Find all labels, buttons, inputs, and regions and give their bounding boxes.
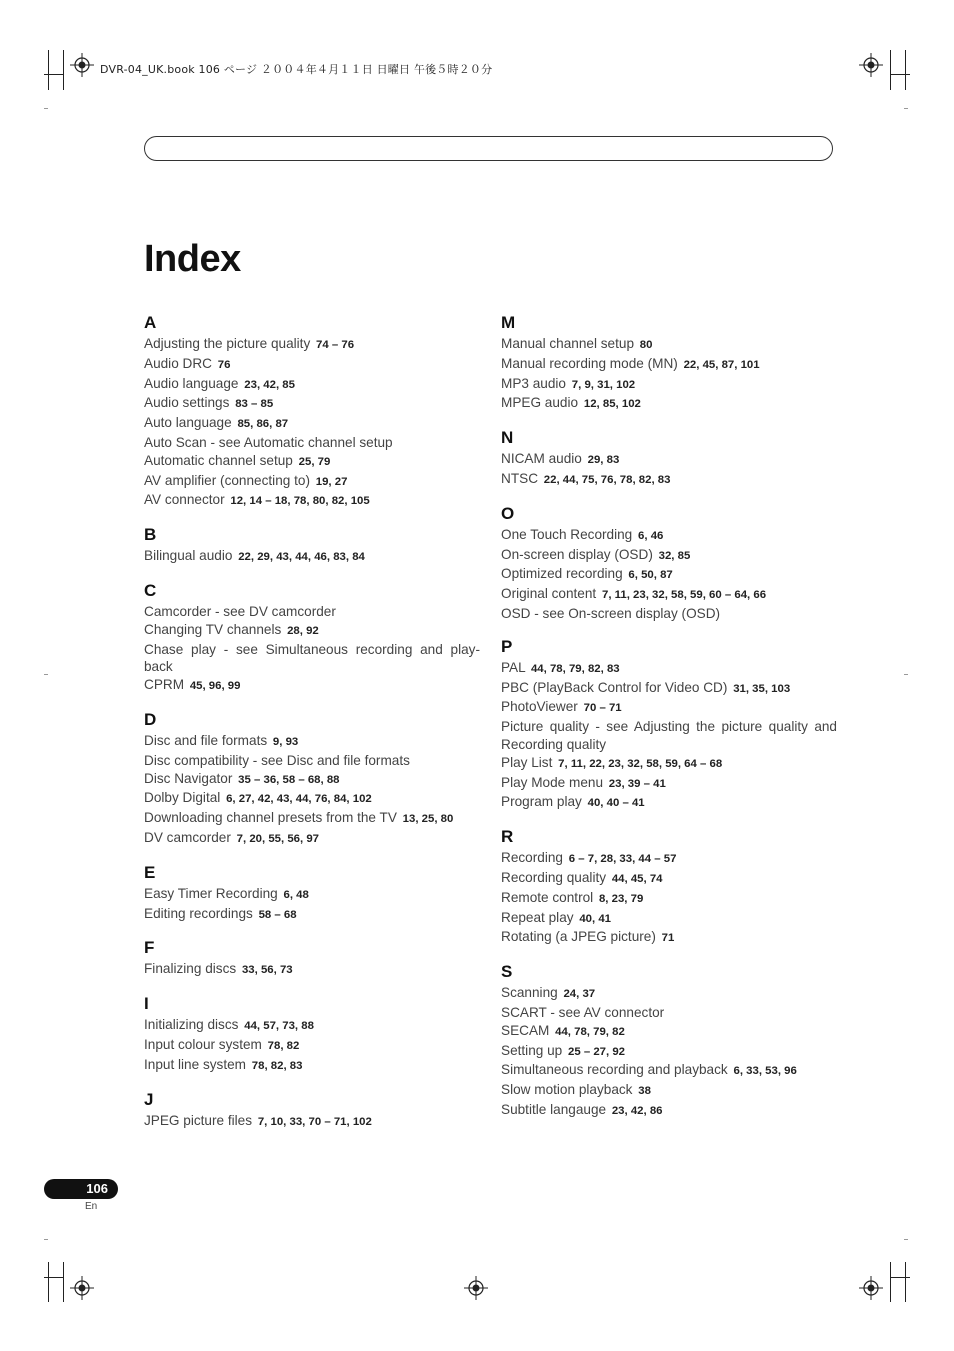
entry-pages: 6, 27, 42, 43, 44, 76, 84, 102 <box>226 793 372 806</box>
index-entry <box>144 491 480 511</box>
entry-term: Initializing discs <box>144 1017 239 1033</box>
entry-pages: 80 <box>639 339 653 351</box>
entry-term: On-screen display (OSD) <box>501 546 653 562</box>
entry-pages: 31, 35, 103 <box>733 682 791 695</box>
entry-pages: 22, 29, 43, 44, 46, 83, 84 <box>238 551 365 564</box>
index-entry <box>501 526 837 546</box>
entry-term: Program play <box>501 794 582 810</box>
index-column-right <box>501 313 837 1135</box>
entry-pages: 12, 85, 102 <box>583 398 641 411</box>
entry-pages: 78, 82, 83 <box>251 1059 303 1072</box>
index-entry <box>501 394 837 414</box>
section-letter: N <box>501 428 514 448</box>
index-entry <box>144 641 480 677</box>
entry-pages: 7, 11, 23, 32, 58, 59, 60 – 64, 66 <box>602 589 767 602</box>
entry-term: Recording <box>501 850 563 866</box>
index-section <box>144 938 480 980</box>
entry-pages: 40, 40 – 41 <box>587 797 645 810</box>
entry-term: Slow motion playback <box>501 1082 633 1098</box>
entry-term: Disc and file formats <box>144 732 268 748</box>
page-title: Index <box>144 238 241 280</box>
entry-pages: 44, 45, 74 <box>611 872 663 885</box>
index-section <box>144 994 480 1075</box>
section-letter: O <box>501 503 515 523</box>
entry-pages: 6 – 7, 28, 33, 44 – 57 <box>568 853 677 866</box>
index-entry <box>144 1016 480 1036</box>
index-entry <box>501 679 837 699</box>
entry-pages: 71 <box>661 932 675 945</box>
entry-term: Subtitle langauge <box>501 1101 607 1117</box>
entry-term: Adjusting the picture quality <box>144 336 311 351</box>
index-section <box>501 962 837 1121</box>
entry-term: PAL <box>501 659 526 675</box>
index-section <box>501 313 837 414</box>
entry-pages: 76 <box>217 358 231 371</box>
entry-pages: 78, 82 <box>267 1039 300 1052</box>
index-entry <box>501 546 837 566</box>
entry-term: Manual channel setup <box>501 336 635 351</box>
entry-term: Audio settings <box>144 395 230 411</box>
entry-pages: 22, 45, 87, 101 <box>683 358 760 371</box>
index-entry <box>501 928 837 948</box>
index-entry <box>501 774 837 794</box>
index-entry <box>501 849 837 869</box>
index-section <box>501 827 837 948</box>
index-entry <box>144 375 480 395</box>
index-entry <box>501 1004 837 1022</box>
entry-pages: 19, 27 <box>315 475 348 488</box>
index-entry <box>501 470 837 490</box>
entry-term: Disc Navigator <box>144 770 233 786</box>
index-entry <box>501 1081 837 1101</box>
entry-term: Bilingual audio <box>144 548 233 564</box>
entry-term: NICAM audio <box>501 451 582 467</box>
entry-term: Rotating (a JPEG picture) <box>501 929 656 945</box>
index-entry <box>501 355 837 375</box>
entry-pages: 44, 78, 79, 82, 83 <box>530 662 620 675</box>
index-column-left <box>144 313 480 1145</box>
entry-term: JPEG picture files <box>144 1112 253 1128</box>
registration-mark-icon <box>859 53 883 77</box>
entry-term: Optimized recording <box>501 566 623 582</box>
entry-term: Manual recording mode (MN) <box>501 355 678 371</box>
registration-mark-icon <box>464 1276 488 1300</box>
entry-term: Scanning <box>501 985 558 1001</box>
header-bar <box>144 136 833 161</box>
page-number: 106 <box>44 1179 118 1199</box>
entry-term: PhotoViewer <box>501 699 578 715</box>
registration-mark-icon <box>70 53 94 77</box>
entry-pages: 22, 44, 75, 76, 78, 82, 83 <box>543 473 671 486</box>
entry-pages: 85, 86, 87 <box>237 418 289 431</box>
entry-pages: 24, 37 <box>563 988 596 1001</box>
entry-pages: 23, 42, 85 <box>244 378 295 391</box>
index-entry <box>144 355 480 375</box>
entry-term: Auto Scan - see Automatic channel setup <box>144 434 393 450</box>
index-section <box>144 1090 480 1132</box>
entry-term: Audio language <box>144 375 239 391</box>
index-entry <box>501 1101 837 1121</box>
index-entry <box>501 718 837 754</box>
index-entry <box>501 659 837 679</box>
entry-pages: 7, 20, 55, 56, 97 <box>236 832 319 845</box>
entry-pages: 29, 83 <box>587 454 620 467</box>
entry-pages: 74 – 76 <box>316 339 355 351</box>
file-header: DVR-04_UK.book 106 ページ ２００４年４月１１日 日曜日 午後５時２０分 <box>100 63 493 76</box>
index-entry <box>144 472 480 492</box>
entry-term: Play Mode menu <box>501 774 604 790</box>
entry-pages: 38 <box>638 1085 651 1098</box>
entry-term: Easy Timer Recording <box>144 885 278 901</box>
entry-term: Editing recordings <box>144 905 253 921</box>
entry-term: Original content <box>501 586 597 602</box>
index-entry <box>501 754 837 774</box>
entry-term: Repeat play <box>501 909 574 925</box>
entry-term: Dolby Digital <box>144 790 221 806</box>
entry-pages: 12, 14 – 18, 78, 80, 82, 105 <box>230 495 370 508</box>
index-entry <box>144 414 480 434</box>
index-entry <box>501 793 837 813</box>
index-entry <box>501 984 837 1004</box>
index-section <box>144 581 480 696</box>
index-entry <box>144 905 480 925</box>
entry-pages: 7, 11, 22, 23, 32, 58, 59, 64 – 68 <box>558 757 723 770</box>
entry-pages: 23, 42, 86 <box>611 1104 663 1117</box>
entry-pages: 44, 78, 79, 82 <box>555 1025 625 1038</box>
section-letter: M <box>501 313 516 332</box>
section-letter: B <box>144 525 157 545</box>
index-section <box>501 428 837 490</box>
index-entry <box>144 809 480 829</box>
section-letter: E <box>144 862 156 882</box>
language-label: En <box>85 1201 98 1212</box>
entry-term: Changing TV channels <box>144 621 282 637</box>
index-entry <box>501 1042 837 1062</box>
index-entry <box>501 698 837 718</box>
section-letter: S <box>501 962 513 982</box>
index-entry <box>144 676 480 696</box>
entry-term: SCART - see AV connector <box>501 1004 665 1020</box>
index-entry <box>144 434 480 452</box>
entry-term: Auto language <box>144 415 232 431</box>
entry-pages: 58 – 68 <box>258 908 297 921</box>
index-entry <box>501 450 837 470</box>
entry-term: Play List <box>501 754 553 770</box>
entry-pages: 8, 23, 79 <box>598 892 644 905</box>
entry-pages: 25 – 27, 92 <box>568 1045 626 1058</box>
index-entry <box>144 885 480 905</box>
index-entry <box>144 547 480 567</box>
entry-pages: 44, 57, 73, 88 <box>244 1020 314 1033</box>
index-entry <box>144 829 480 849</box>
entry-pages: 6, 46 <box>638 529 664 542</box>
entry-pages: 45, 96, 99 <box>189 680 241 693</box>
entry-term: NTSC <box>501 470 539 486</box>
index-entry <box>144 1036 480 1056</box>
entry-term: Picture quality - see Adjusting the picture quality and Recording quality <box>501 719 837 752</box>
index-entry <box>144 770 480 790</box>
registration-mark-icon <box>859 1276 883 1300</box>
entry-term: Finalizing discs <box>144 961 237 977</box>
index-entry <box>144 335 480 355</box>
entry-term: Automatic channel setup <box>144 452 293 468</box>
registration-mark-icon <box>70 1276 94 1300</box>
entry-pages: 6, 33, 53, 96 <box>733 1065 797 1078</box>
entry-term: CPRM <box>144 677 185 693</box>
index-entry <box>144 752 480 770</box>
entry-pages: 25, 79 <box>298 455 331 468</box>
index-entry <box>501 1061 837 1081</box>
index-entry <box>144 603 480 621</box>
index-section <box>144 710 480 849</box>
index-entry <box>501 889 837 909</box>
entry-pages: 40, 41 <box>579 912 612 925</box>
entry-term: Downloading channel presets from the TV <box>144 810 397 826</box>
entry-term: AV amplifier (connecting to) <box>144 472 310 488</box>
entry-pages: 33, 56, 73 <box>241 964 293 977</box>
entry-term: PBC (PlayBack Control for Video CD) <box>501 679 728 695</box>
entry-term: Setting up <box>501 1042 563 1058</box>
section-letter: R <box>501 827 514 847</box>
index-entry <box>144 789 480 809</box>
index-entry <box>144 394 480 414</box>
section-letter: C <box>144 580 157 600</box>
entry-pages: 9, 93 <box>272 735 299 748</box>
entry-term: Chase play - see Simultaneous recording and play-back <box>144 641 480 675</box>
entry-pages: 13, 25, 80 <box>402 813 454 826</box>
index-entry <box>501 605 837 623</box>
entry-pages: 23, 39 – 41 <box>608 777 666 790</box>
index-entry <box>501 335 837 355</box>
index-entry <box>144 732 480 752</box>
entry-term: AV connector <box>144 492 225 508</box>
entry-pages: 6, 48 <box>283 888 309 901</box>
index-section <box>144 525 480 567</box>
entry-pages: 70 – 71 <box>583 702 622 715</box>
entry-term: Camcorder - see DV camcorder <box>144 603 336 619</box>
entry-term: DV camcorder <box>144 829 231 845</box>
section-letter: J <box>144 1089 154 1109</box>
entry-pages: 7, 10, 33, 70 – 71, 102 <box>257 1115 372 1128</box>
entry-term: Remote control <box>501 889 594 905</box>
entry-term: One Touch Recording <box>501 526 633 542</box>
entry-pages: 32, 85 <box>658 549 691 562</box>
section-letter: P <box>501 636 513 656</box>
entry-pages: 6, 50, 87 <box>628 569 673 582</box>
entry-term: Input line system <box>144 1056 246 1072</box>
entry-term: Disc compatibility - see Disc and file formats <box>144 752 410 768</box>
index-entry <box>144 1112 480 1132</box>
entry-term: Simultaneous recording and playback <box>501 1062 728 1078</box>
index-entry <box>501 375 837 395</box>
section-letter: A <box>144 313 157 332</box>
index-entry <box>501 1022 837 1042</box>
entry-pages: 7, 9, 31, 102 <box>571 378 636 391</box>
index-section <box>144 863 480 925</box>
entry-term: SECAM <box>501 1022 550 1038</box>
index-entry <box>501 565 837 585</box>
entry-term: MPEG audio <box>501 395 579 411</box>
entry-term: MP3 audio <box>501 375 566 391</box>
entry-term: Input colour system <box>144 1036 262 1052</box>
index-section <box>144 313 480 511</box>
index-entry <box>144 452 480 472</box>
entry-pages: 35 – 36, 58 – 68, 88 <box>238 773 340 786</box>
entry-pages: 83 – 85 <box>235 398 274 411</box>
section-letter: I <box>144 994 149 1014</box>
entry-pages: 28, 92 <box>287 624 319 637</box>
section-letter: D <box>144 709 157 729</box>
index-entry <box>144 621 480 641</box>
index-entry <box>501 585 837 605</box>
index-entry <box>144 1056 480 1076</box>
index-entry <box>501 909 837 929</box>
index-section <box>501 637 837 813</box>
index-entry <box>144 960 480 980</box>
entry-term: Audio DRC <box>144 355 212 371</box>
section-letter: F <box>144 938 155 958</box>
index-entry <box>501 869 837 889</box>
index-section <box>501 504 837 623</box>
entry-term: OSD - see On-screen display (OSD) <box>501 605 721 621</box>
entry-term: Recording quality <box>501 869 607 885</box>
